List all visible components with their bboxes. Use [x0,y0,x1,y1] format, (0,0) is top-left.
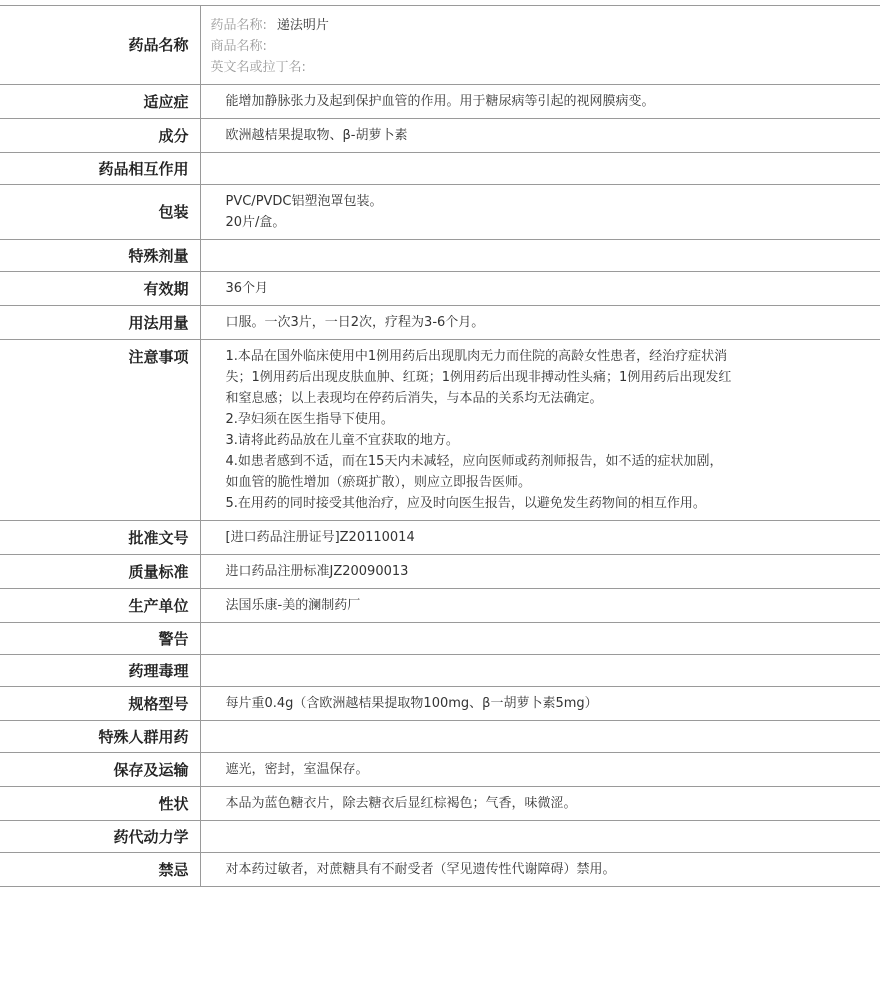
spec-label: 药品名称 [0,6,200,85]
trade-name-line [211,36,871,57]
spec-label: 规格型号 [0,687,200,721]
spec-value [200,787,880,821]
spec-value-line: PVC/PVDC铝塑泡罩包装。 [225,194,383,209]
spec-value-line: 4.如患者感到不适，而在15天内未减轻，应向医师或药剂师报告，如不适的症状加剧， [225,454,723,469]
spec-value [200,306,880,340]
spec-value-line: 如血管的脆性增加（瘀斑扩散），则应立即报告医师。 [225,475,532,490]
spec-row [0,655,880,687]
spec-label: 有效期 [0,272,200,306]
spec-row [0,185,880,240]
spec-row [0,753,880,787]
generic-name-line [211,15,871,36]
spec-value-line: 欧洲越桔果提取物、β-胡萝卜素 [225,128,408,143]
spec-row [0,340,880,521]
spec-label: 生产单位 [0,589,200,623]
spec-value-line: 2.孕妇须在医生指导下使用。 [225,412,394,427]
spec-value-line: 和窒息感；以上表现均在停药后消失，与本品的关系均无法确定。 [225,391,603,406]
spec-label: 批准文号 [0,521,200,555]
spec-row [0,119,880,153]
spec-label: 禁忌 [0,853,200,887]
spec-value [200,687,880,721]
spec-label: 包装 [0,185,200,240]
spec-value-line: 进口药品注册标准JZ20090013 [225,564,409,579]
spec-value [200,340,880,521]
spec-value [200,589,880,623]
spec-label: 适应症 [0,85,200,119]
spec-label: 保存及运输 [0,753,200,787]
generic-name-key: 药品名称: [210,18,267,33]
spec-value [200,655,880,687]
spec-label: 药品相互作用 [0,153,200,185]
spec-value [200,85,880,119]
spec-value [200,623,880,655]
spec-row [0,787,880,821]
spec-row [0,85,880,119]
spec-value [200,153,880,185]
spec-label: 警告 [0,623,200,655]
spec-value [200,119,880,153]
spec-value [200,521,880,555]
spec-value-line: 每片重0.4g（含欧洲越桔果提取物100mg、β一胡萝卜素5mg） [225,696,598,711]
spec-label: 注意事项 [0,340,200,521]
spec-value [200,721,880,753]
spec-value-line: 5.在用药的同时接受其他治疗，应及时向医生报告，以避免发生药物间的相互作用。 [225,496,706,511]
generic-name-value: 递法明片 [276,18,329,33]
spec-label: 成分 [0,119,200,153]
drug-spec-body [0,6,880,887]
spec-row-names [0,6,880,85]
spec-row [0,306,880,340]
spec-row [0,153,880,185]
spec-value-line: [进口药品注册证号]Z20110014 [225,530,415,545]
spec-row [0,240,880,272]
spec-label: 用法用量 [0,306,200,340]
spec-label: 特殊人群用药 [0,721,200,753]
spec-value-line: 对本药过敏者，对蔗糖具有不耐受者（罕见遗传性代谢障碍）禁用。 [225,862,616,877]
spec-row [0,853,880,887]
spec-label: 药代动力学 [0,821,200,853]
spec-value-line: 3.请将此药品放在儿童不宜获取的地方。 [225,433,459,448]
spec-value-line: 20片/盒。 [225,215,286,230]
spec-value-line: 1.本品在国外临床使用中1例用药后出现肌肉无力而住院的高龄女性患者，经治疗症状消 [225,349,728,364]
spec-label: 性状 [0,787,200,821]
spec-value [200,185,880,240]
spec-row [0,821,880,853]
spec-row [0,687,880,721]
spec-label: 特殊剂量 [0,240,200,272]
spec-value [200,555,880,589]
spec-value-line: 失；1例用药后出现皮肤血肿、红斑；1例用药后出现非搏动性头痛；1例用药后出现发红 [225,370,732,385]
spec-row [0,555,880,589]
spec-value-line: 法国乐康-美的澜制药厂 [225,598,361,613]
spec-label: 质量标准 [0,555,200,589]
drug-spec-table [0,5,880,887]
spec-value [200,853,880,887]
trade-name-key: 商品名称: [210,39,267,54]
spec-row [0,521,880,555]
spec-value [200,753,880,787]
spec-row [0,272,880,306]
spec-label: 药理毒理 [0,655,200,687]
spec-row [0,721,880,753]
spec-value-line: 36个月 [225,281,269,296]
spec-value [200,272,880,306]
english-name-line [211,57,871,78]
spec-row [0,589,880,623]
spec-value [200,821,880,853]
spec-value [200,240,880,272]
spec-row [0,623,880,655]
spec-value-line: 能增加静脉张力及起到保护血管的作用。用于糖尿病等引起的视网膜病变。 [225,94,655,109]
names-cell [200,6,880,85]
spec-value-line: 本品为蓝色糖衣片，除去糖衣后显红棕褐色；气香，味微涩。 [225,796,577,811]
english-name-key: 英文名或拉丁名: [210,60,306,75]
spec-value-line: 遮光，密封，室温保存。 [225,762,369,777]
spec-value-line: 口服。一次3片，一日2次，疗程为3-6个月。 [225,315,485,330]
